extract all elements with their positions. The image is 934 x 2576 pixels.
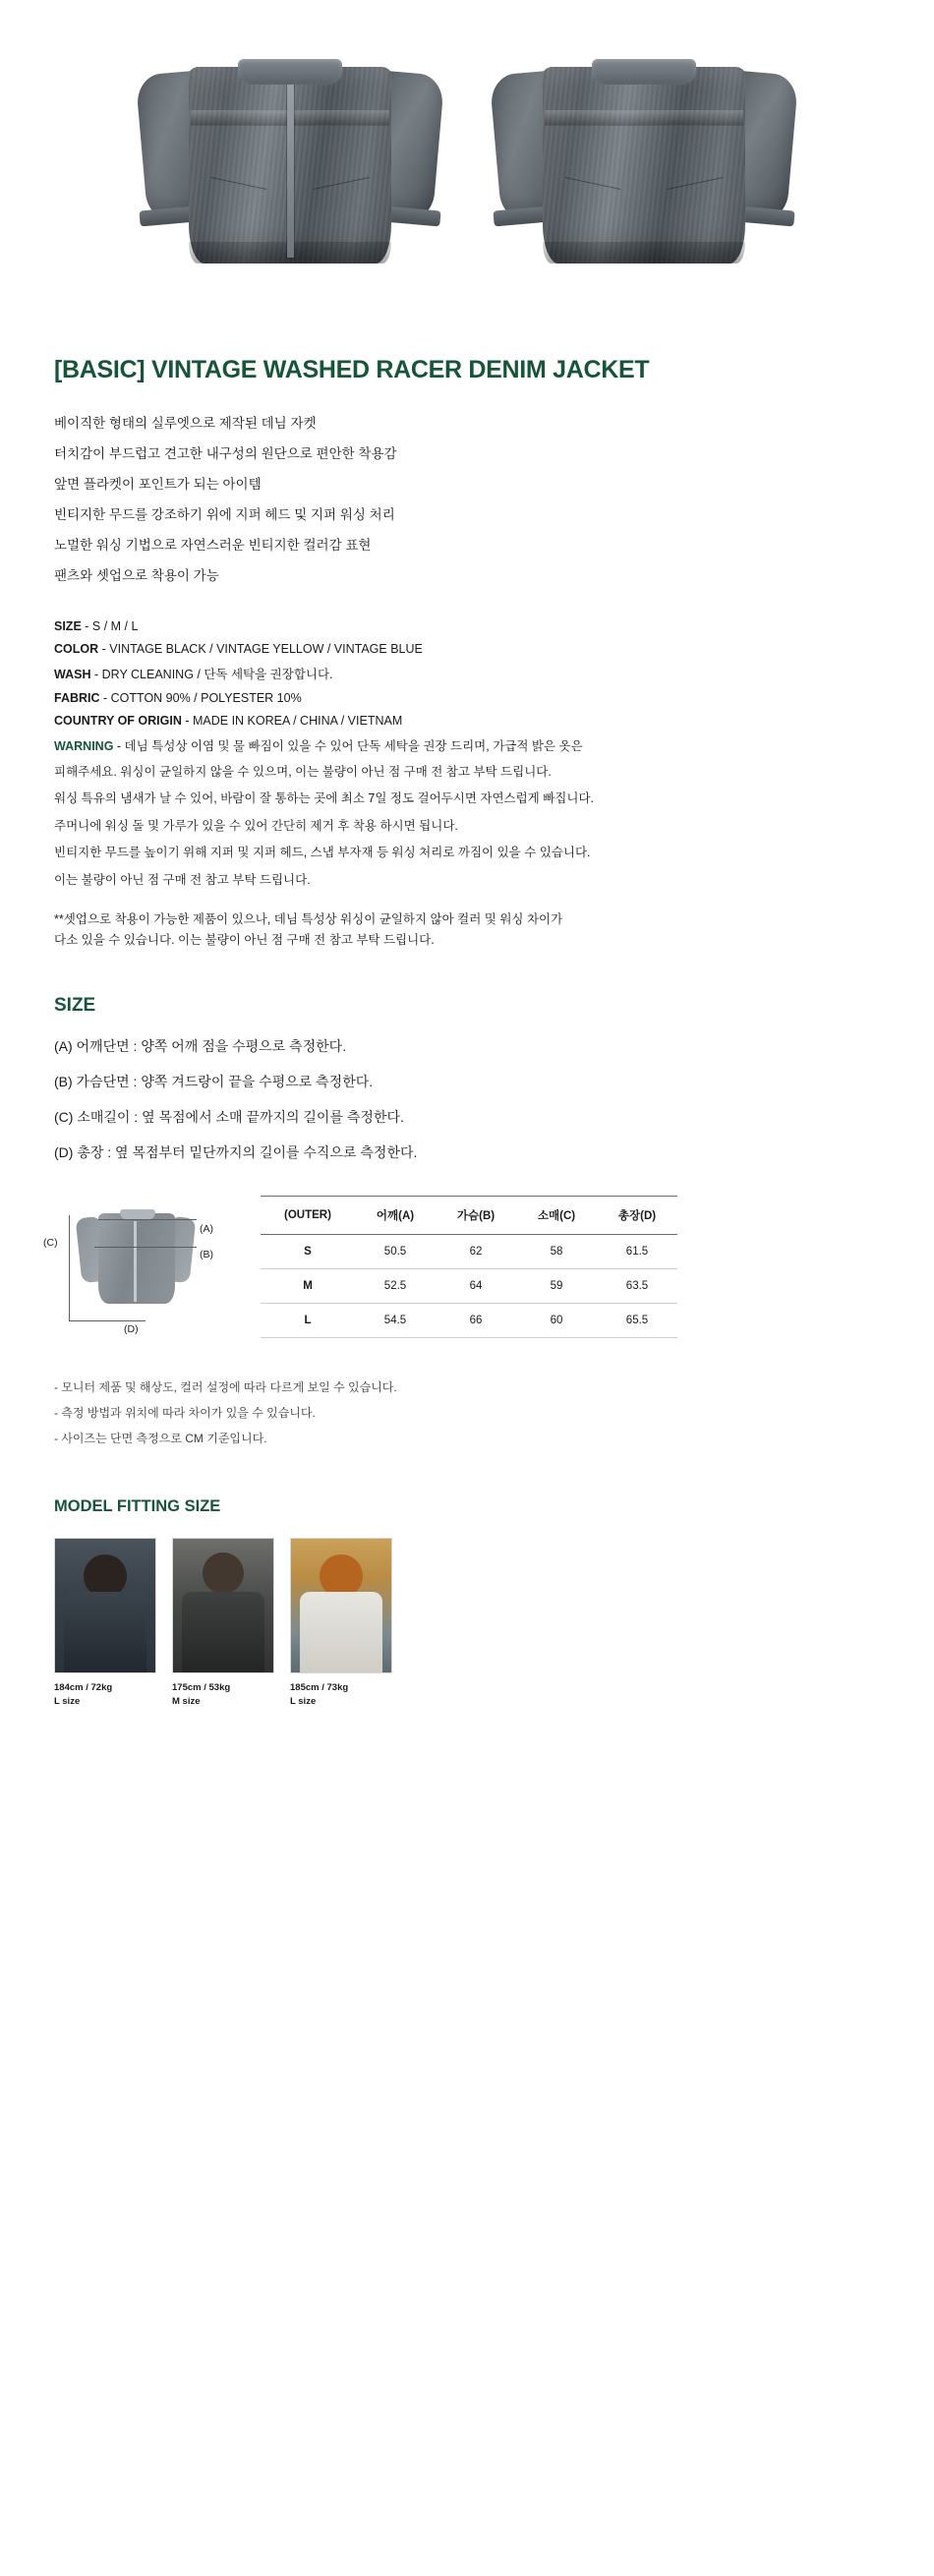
setup-note-line: 다소 있을 수 있습니다. 이는 불량이 아닌 점 구매 전 참고 부탁 드립니다. — [54, 932, 435, 947]
column-header-shoulder: 어깨(A) — [355, 1197, 436, 1235]
jacket-hem — [543, 242, 745, 263]
table-header-row — [261, 1197, 677, 1235]
denim-jacket-front-photo — [128, 39, 452, 305]
spec-value: - DRY CLEANING / 단독 세탁을 권장합니다. — [93, 668, 333, 681]
model-measurements: 175cm / 53kg — [172, 1682, 231, 1694]
diagram-label-c: (C) — [43, 1237, 58, 1250]
model-measurements: 184cm / 72kg — [54, 1682, 113, 1694]
size-value: 58 — [516, 1235, 597, 1269]
size-value: 50.5 — [355, 1235, 436, 1269]
size-table — [261, 1196, 677, 1338]
spec-value: - COTTON 90% / POLYESTER 10% — [103, 691, 302, 705]
spec-row-origin — [54, 714, 860, 728]
chart-note-line: - 측정 방법과 위치에 따라 차이가 있을 수 있습니다. — [54, 1406, 316, 1421]
chart-note-line: - 모니터 제품 및 해상도, 컬러 설정에 따라 다르게 보일 수 있습니다. — [54, 1380, 397, 1395]
warning-line: 빈티지한 무드를 높이기 위해 지퍼 및 지퍼 헤드, 스냅 부자재 등 워싱 처리로 까짐이 있을 수 있습니다. — [54, 846, 591, 860]
description-line: 팬츠와 셋업으로 착용이 가능 — [54, 568, 219, 583]
measure-line: (B) 가슴단면 : 양쪽 겨드랑이 끝을 수평으로 측정한다. — [54, 1074, 374, 1090]
spec-label: COLOR — [54, 642, 99, 656]
size-value: 54.5 — [355, 1304, 436, 1338]
model-torso — [64, 1592, 146, 1672]
model-fitting-list — [54, 1538, 934, 1709]
jacket-collar — [238, 59, 342, 85]
size-name: M — [261, 1269, 355, 1304]
spec-label: FABRIC — [54, 691, 100, 705]
column-header-length: 총장(D) — [597, 1197, 677, 1235]
description-line: 앞면 플라켓이 포인트가 되는 아이템 — [54, 477, 262, 492]
model-fitting-heading: MODEL FITTING SIZE — [54, 1497, 221, 1516]
model-size: L size — [290, 1695, 317, 1707]
jacket-cuff-right — [382, 206, 440, 227]
size-measure-guide — [54, 1036, 934, 1162]
description-line: 빈티지한 무드를 강조하기 위에 지퍼 헤드 및 지퍼 워싱 처리 — [54, 507, 395, 522]
warning-line: 이는 불량이 아닌 점 구매 전 참고 부탁 드립니다. — [54, 872, 311, 887]
warning-value: - 데님 특성상 이염 및 물 빠짐이 있을 수 있어 단독 세탁을 권장 드리며, 가급적 밝은 옷은 — [116, 739, 583, 753]
size-value: 59 — [516, 1269, 597, 1304]
model-measurements: 185cm / 73kg — [290, 1682, 349, 1694]
denim-jacket-back-photo — [482, 39, 806, 305]
measure-line: (C) 소매길이 : 옆 목점에서 소매 끝까지의 길이를 측정한다. — [54, 1109, 404, 1126]
model-photo-3 — [290, 1538, 392, 1673]
spec-value: - MADE IN KOREA / CHINA / VIETNAM — [185, 714, 403, 728]
size-value: 52.5 — [355, 1269, 436, 1304]
model-size: M size — [172, 1695, 201, 1707]
model-caption — [54, 1681, 156, 1709]
diagram-label-b: (B) — [200, 1249, 213, 1261]
size-section-heading: SIZE — [54, 995, 96, 1017]
size-name: L — [261, 1304, 355, 1338]
size-value: 66 — [436, 1304, 516, 1338]
product-description — [54, 412, 934, 584]
spec-row-warning — [54, 736, 860, 754]
size-value: 62 — [436, 1235, 516, 1269]
spec-label: SIZE — [54, 619, 82, 633]
size-value: 61.5 — [597, 1235, 677, 1269]
size-chart-notes — [54, 1378, 934, 1446]
product-photo-gallery — [0, 0, 934, 305]
model-fitting-item — [54, 1538, 156, 1709]
size-name: S — [261, 1235, 355, 1269]
model-caption — [172, 1681, 274, 1709]
model-photo-2 — [172, 1538, 274, 1673]
size-value: 65.5 — [597, 1304, 677, 1338]
spec-row-size — [54, 619, 860, 633]
model-size: L size — [54, 1695, 81, 1707]
model-fitting-item — [290, 1538, 392, 1709]
table-row — [261, 1235, 677, 1269]
diagram-placket — [134, 1221, 137, 1302]
column-header-chest: 가슴(B) — [436, 1197, 516, 1235]
jacket-back-yoke-seam — [545, 110, 743, 126]
chart-note-line: - 사이즈는 단면 측정으로 CM 기준입니다. — [54, 1432, 267, 1446]
jacket-diagram-icon — [77, 1203, 195, 1321]
guide-line-hem — [69, 1320, 146, 1321]
spec-value: - VINTAGE BLACK / VINTAGE YELLOW / VINTAGE BLUE — [101, 642, 423, 656]
column-header-outer: (OUTER) — [261, 1197, 355, 1235]
product-title: [BASIC] VINTAGE WASHED RACER DENIM JACKET — [54, 356, 650, 383]
description-line: 노멀한 워싱 기법으로 자연스러운 빈티지한 컬러감 표현 — [54, 538, 372, 553]
size-chart-block — [39, 1196, 934, 1353]
table-row — [261, 1304, 677, 1338]
measure-line: (D) 총장 : 옆 목점부터 밑단까지의 길이를 수직으로 측정한다. — [54, 1144, 418, 1161]
warning-line: 주머니에 워싱 돌 및 가루가 있을 수 있어 간단히 제거 후 착용 하시면 됩니다. — [54, 818, 458, 833]
jacket-front-placket — [287, 83, 294, 258]
jacket-cuff-right — [736, 206, 794, 227]
diagram-label-d: (D) — [124, 1323, 139, 1336]
model-fitting-item — [172, 1538, 274, 1709]
diagram-body — [98, 1213, 175, 1304]
model-torso — [182, 1592, 264, 1672]
table-row — [261, 1269, 677, 1304]
warning-label: WARNING — [54, 739, 114, 753]
jacket-collar — [592, 59, 696, 85]
spec-row-color — [54, 642, 860, 656]
model-photo-1 — [54, 1538, 156, 1673]
spec-label: COUNTRY OF ORIGIN — [54, 714, 182, 728]
measure-line: (A) 어깨단면 : 양쪽 어깨 점을 수평으로 측정한다. — [54, 1038, 347, 1055]
description-line: 터치감이 부드럽고 견고한 내구성의 원단으로 편안한 착용감 — [54, 446, 397, 461]
spec-label: WASH — [54, 668, 91, 681]
guide-line-chest — [94, 1247, 197, 1248]
model-torso — [300, 1592, 382, 1672]
warning-line: 워싱 특유의 냄새가 날 수 있어, 바람이 잘 통하는 곳에 최소 7일 정도 걸어두시면 자연스럽게 빠집니다. — [54, 791, 594, 806]
size-value: 63.5 — [597, 1269, 677, 1304]
model-head — [203, 1552, 244, 1594]
size-value: 64 — [436, 1269, 516, 1304]
model-caption — [290, 1681, 392, 1709]
warning-line: 피해주세요. 워싱이 균일하지 않을 수 있으며, 이는 불량이 아닌 점 구매 전 참고 부탁 드립니다. — [54, 765, 552, 779]
size-value: 60 — [516, 1304, 597, 1338]
diagram-label-a: (A) — [200, 1223, 213, 1236]
product-spec-list — [54, 619, 860, 950]
setup-note-line: **셋업으로 착용이 가능한 제품이 있으나, 데님 특성상 워싱이 균일하지 않아 컬러 및 워싱 차이가 — [54, 911, 563, 926]
spec-row-wash — [54, 665, 860, 682]
guide-line-length — [69, 1215, 70, 1321]
guide-line-shoulder — [98, 1219, 197, 1220]
spec-value: - S / M / L — [85, 619, 139, 633]
spec-row-fabric — [54, 691, 860, 705]
jacket-body — [543, 67, 745, 263]
description-line: 베이직한 형태의 실루엣으로 제작된 데님 자켓 — [54, 416, 317, 431]
measurement-diagram — [39, 1196, 251, 1353]
column-header-sleeve: 소매(C) — [516, 1197, 597, 1235]
